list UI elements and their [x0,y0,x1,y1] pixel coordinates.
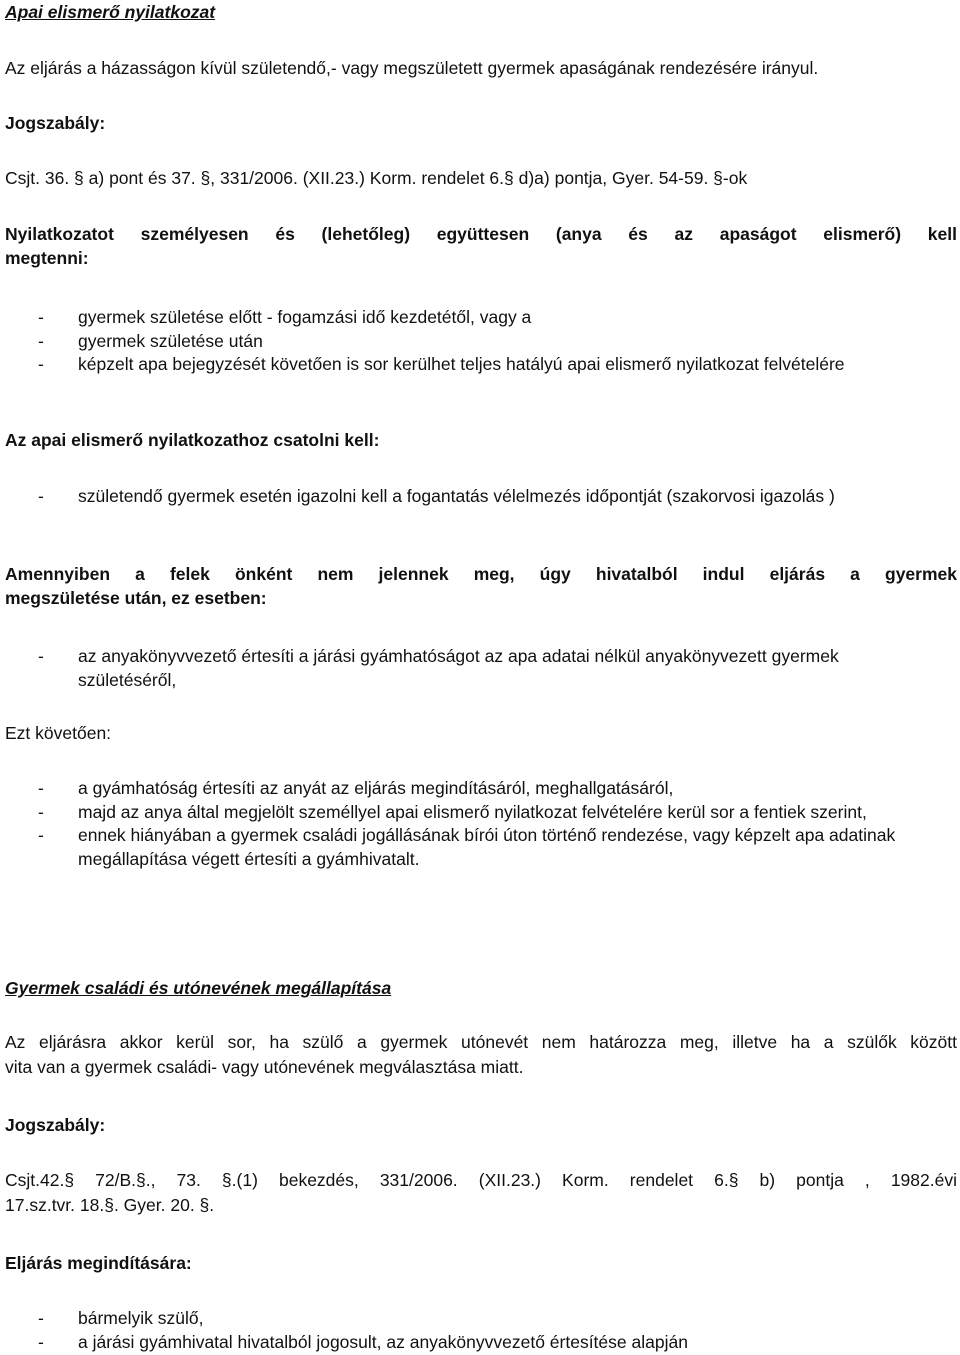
dash-bullet: - [38,778,44,798]
absence-list [5,645,957,692]
when-list [5,306,957,377]
attach-list [5,485,957,509]
start-heading: Eljárás megindítására: [5,1253,192,1273]
law-reference: Csjt. 36. § a) pont és 37. §, 331/2006. (XII.23.) Korm. rendelet 6.§ d)a) pontja, Gyer. 54-59. §-ok [5,168,748,188]
list-item: - gyermek születése után [5,330,957,354]
list-item: - az anyakönyvvezető értesíti a járási gyámhatóságot az apa adatai nélkül anyakönyvezett gyermek születéséről, [38,646,839,690]
dash-bullet: - [38,1331,44,1352]
list-item: - a gyámhatóság értesíti az anyát az eljárás megindításáról, meghallgatásáról, [5,777,957,801]
list-item: - ennek hiányában a gyermek családi jogállásának bírói úton történő rendezése, vagy képzelt apa adatinak megállapítása végett értesíti a gyámhivatalt. [38,825,896,869]
section-title-naming: Gyermek családi és utónevének megállapítása [5,978,392,998]
absence-line-1: Amennyiben a felek önként nem jelennek meg, úgy hivatalból indul eljárás a gyermek [5,564,957,584]
absence-line-2: megszületése után, ez esetben: [5,588,267,608]
naming-law-line-1: Csjt.42.§ 72/B.§., 73. §.(1) bekezdés, 331/2006. (XII.23.) Korm. rendelet 6.§ b) pontja , 1982.évi [5,1170,957,1190]
list-item: - képzelt apa bejegyzését követően is sor kerülhet teljes hatályú apai elismerő nyilatkozat felvételére [5,353,957,377]
dash-bullet: - [38,486,44,506]
declaration-line-1: Nyilatkozatot személyesen és (lehetőleg) együttesen (anya és az apaságot elismerő) kell [5,224,957,244]
intro-paragraph: Az eljárás a házasságon kívül születendő,- vagy megszületett gyermek apaságának rendezésére irányul. [5,58,819,78]
after-heading: Ezt követően: [5,723,112,743]
after-list [5,777,957,871]
naming-intro-line-1: Az eljárásra akkor kerül sor, ha szülő a gyermek utónevét nem határozza meg, illetve ha a szülők között [5,1032,957,1052]
naming-intro-line-2: vita van a gyermek családi- vagy utónevének megválasztása miatt. [5,1057,524,1077]
list-item: - gyermek születése előtt - fogamzási idő kezdetétől, vagy a [5,306,957,330]
dash-bullet: - [38,307,44,327]
section-title-paternity: Apai elismerő nyilatkozat [5,2,216,22]
dash-bullet: - [38,825,44,845]
naming-law-line-2: 17.sz.tvr. 18.§. Gyer. 20. §. [5,1195,215,1215]
attach-heading: Az apai elismerő nyilatkozathoz csatolni kell: [5,430,380,450]
dash-bullet: - [38,1308,44,1328]
list-item: - majd az anya által megjelölt személlyel apai elismerő nyilatkozat felvételére kerül sor a fentiek szerint, [5,801,957,825]
list-item: - bármelyik szülő, [5,1307,957,1331]
declaration-line-2: megtenni: [5,248,89,268]
start-list [5,1307,957,1354]
dash-bullet: - [38,330,44,351]
dash-bullet: - [38,354,44,374]
naming-law-heading: Jogszabály: [5,1115,106,1135]
law-heading: Jogszabály: [5,113,106,133]
dash-bullet: - [38,646,44,666]
list-item: - a járási gyámhivatal hivatalból jogosult, az anyakönyvvezető értesítése alapján [5,1331,957,1355]
list-item: - születendő gyermek esetén igazolni kell a fogantatás vélelmezés időpontját (szakorvosi igazolás ) [5,485,957,509]
dash-bullet: - [38,801,44,822]
